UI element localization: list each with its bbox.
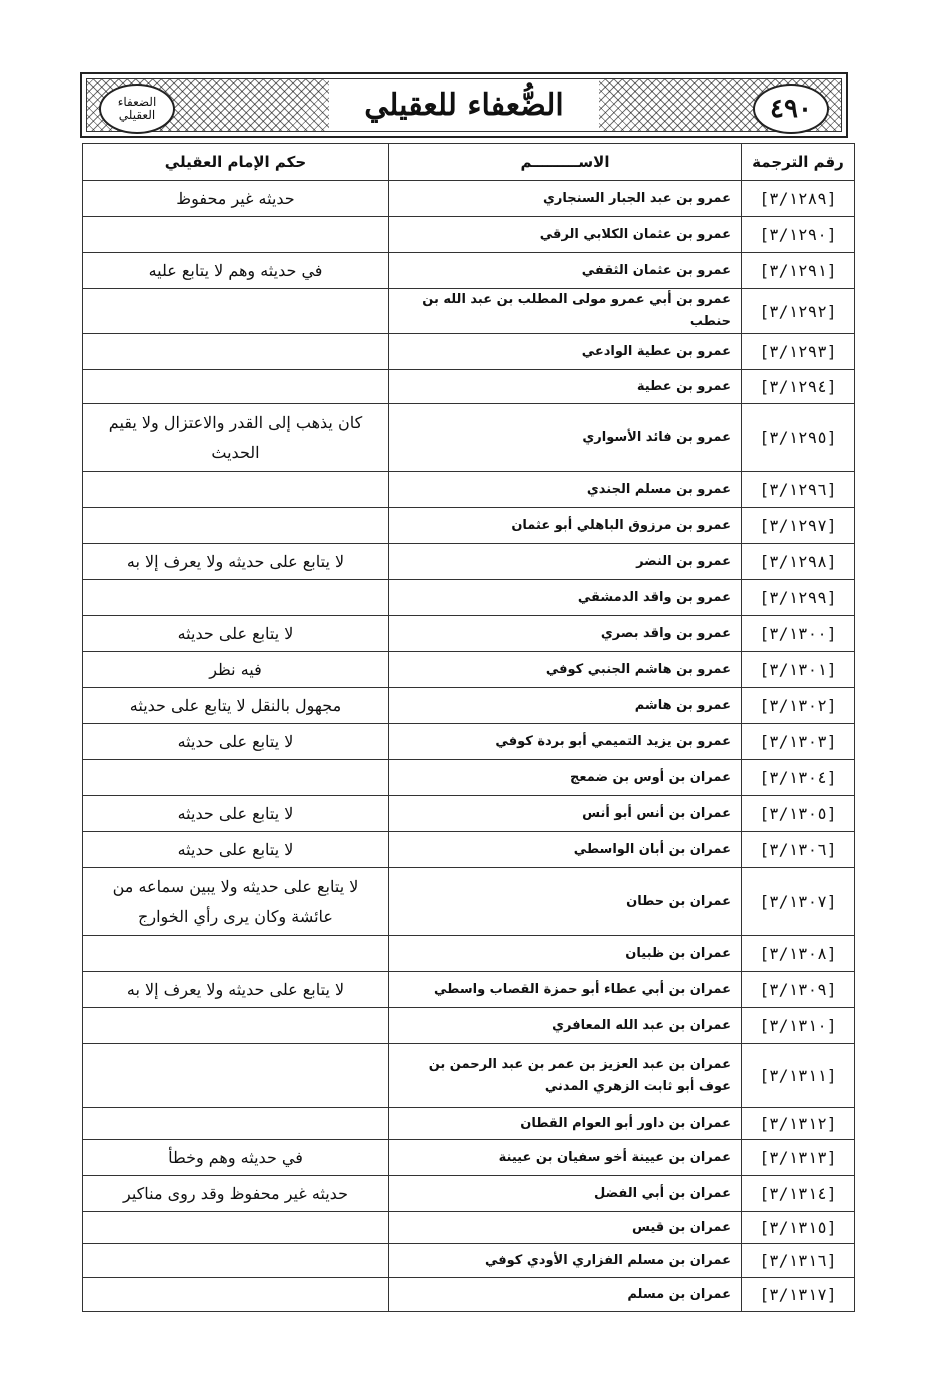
narrator-name: عمرو بن عطية الوادعي — [389, 334, 742, 370]
narrator-name: عمرو بن النضر — [389, 544, 742, 580]
narrator-name: عمرو بن مسلم الجندي — [389, 472, 742, 508]
narrator-name: عمرو بن عثمان الكلابي الرقي — [389, 217, 742, 253]
aqili-ruling: فيه نظر — [83, 652, 389, 688]
aqili-ruling: لا يتابع على حديثه ولا يعرف إلا به — [83, 544, 389, 580]
aqili-ruling: لا يتابع على حديثه — [83, 832, 389, 868]
aqili-ruling: لا يتابع على حديثه — [83, 724, 389, 760]
table-row — [83, 1008, 855, 1044]
table-row — [83, 972, 855, 1008]
table-row — [83, 181, 855, 217]
narrator-name: عمران بن مسلم الفزاري الأودي كوفي — [389, 1244, 742, 1278]
narrator-name: عمرو بن واقد بصري — [389, 616, 742, 652]
entry-number: [٣/١٣٠١] — [742, 652, 855, 688]
entry-number: [٣/١٣١٧] — [742, 1278, 855, 1312]
entry-number: [٣/١٣١٠] — [742, 1008, 855, 1044]
narrator-name: عمران بن أبي الفضل — [389, 1176, 742, 1212]
aqili-ruling — [83, 472, 389, 508]
table-row — [83, 1212, 855, 1244]
entry-number: [٣/١٣٠٩] — [742, 972, 855, 1008]
table-row — [83, 868, 855, 936]
table-row — [83, 217, 855, 253]
narrator-name: عمرو بن هاشم الجنبي كوفي — [389, 652, 742, 688]
table-row — [83, 796, 855, 832]
entry-number: [٣/١٣١٢] — [742, 1108, 855, 1140]
table-row — [83, 936, 855, 972]
entry-number: [٣/١٣١١] — [742, 1044, 855, 1108]
entry-number: [٣/١٣٠٣] — [742, 724, 855, 760]
narrator-name: عمرو بن واقد الدمشقي — [389, 580, 742, 616]
table-row — [83, 724, 855, 760]
entry-number: [٣/١٢٩٤] — [742, 370, 855, 404]
page-header — [80, 72, 848, 138]
title-cartouche — [329, 79, 599, 131]
narrator-name: عمران بن أوس بن ضمعج — [389, 760, 742, 796]
aqili-ruling — [83, 1212, 389, 1244]
table-row — [83, 508, 855, 544]
aqili-ruling — [83, 760, 389, 796]
table-row — [83, 370, 855, 404]
aqili-ruling: في حديثه وهم لا يتابع عليه — [83, 253, 389, 289]
entry-number: [٣/١٣١٤] — [742, 1176, 855, 1212]
narrator-name: عمران بن عيينة أخو سفيان بن عيينة — [389, 1140, 742, 1176]
entry-number: [٣/١٣٠٥] — [742, 796, 855, 832]
entry-number: [٣/١٢٩٧] — [742, 508, 855, 544]
table-row — [83, 652, 855, 688]
table-row — [83, 1044, 855, 1108]
table-row — [83, 334, 855, 370]
table-row — [83, 832, 855, 868]
aqili-ruling: في حديثه وهم وخطأ — [83, 1140, 389, 1176]
entry-number: [٣/١٣٠٢] — [742, 688, 855, 724]
entry-number: [٣/١٣١٥] — [742, 1212, 855, 1244]
narrator-name: عمرو بن عبد الجبار السنجاري — [389, 181, 742, 217]
aqili-ruling: لا يتابع على حديثه ولا يعرف إلا به — [83, 972, 389, 1008]
book-title: الضُّعفاء للعقيلي — [364, 87, 564, 123]
column-header-ruling: حكم الإمام العقيلي — [83, 144, 389, 181]
aqili-ruling — [83, 580, 389, 616]
page-number: ٤٩٠ — [770, 94, 812, 124]
table-row — [83, 472, 855, 508]
aqili-ruling — [83, 289, 389, 334]
aqili-ruling: لا يتابع على حديثه ولا يبين سماعه من عائشة وكان يرى رأي الخوارج — [83, 868, 389, 936]
ornament-pattern-left — [87, 79, 329, 131]
narrator-name: عمران بن أبي عطاء أبو حمزة القصاب واسطي — [389, 972, 742, 1008]
entry-number: [٣/١٢٩٨] — [742, 544, 855, 580]
narrator-name: عمرو بن عطية — [389, 370, 742, 404]
entry-number: [٣/١٢٩٩] — [742, 580, 855, 616]
entry-number: [٣/١٢٩٠] — [742, 217, 855, 253]
narrator-name: عمران بن ظبيان — [389, 936, 742, 972]
table-row — [83, 253, 855, 289]
entry-number: [٣/١٣١٦] — [742, 1244, 855, 1278]
aqili-ruling — [83, 1278, 389, 1312]
narrator-name: عمرو بن فائد الأسواري — [389, 404, 742, 472]
table-row — [83, 1278, 855, 1312]
narrator-name: عمران بن عبد العزيز بن عمر بن عبد الرحمن بن عوف أبو ثابت الزهري المدني — [389, 1044, 742, 1108]
entry-number: [٣/١٣٠٧] — [742, 868, 855, 936]
aqili-ruling: مجهول بالنقل لا يتابع على حديثه — [83, 688, 389, 724]
table-row — [83, 1108, 855, 1140]
table-row — [83, 688, 855, 724]
entry-number: [٣/١٢٩١] — [742, 253, 855, 289]
narrator-name: عمرو بن مرزوق الباهلي أبو عثمان — [389, 508, 742, 544]
entry-number: [٣/١٣٠٨] — [742, 936, 855, 972]
aqili-ruling: لا يتابع على حديثه — [83, 616, 389, 652]
table-row — [83, 1140, 855, 1176]
ornament-pattern-right — [599, 79, 841, 131]
aqili-ruling — [83, 1108, 389, 1140]
table-row — [83, 616, 855, 652]
entry-number: [٣/١٣٠٤] — [742, 760, 855, 796]
page-number-medallion — [753, 84, 829, 134]
table-row — [83, 760, 855, 796]
aqili-ruling — [83, 334, 389, 370]
aqili-ruling — [83, 217, 389, 253]
table-row — [83, 404, 855, 472]
aqili-ruling — [83, 1008, 389, 1044]
narrator-name: عمران بن أنس أبو أنس — [389, 796, 742, 832]
table-row — [83, 1176, 855, 1212]
narrator-name: عمران بن أبان الواسطي — [389, 832, 742, 868]
aqili-ruling — [83, 1044, 389, 1108]
aqili-ruling: حديثه غير محفوظ وقد روى مناكير — [83, 1176, 389, 1212]
narrator-name: عمران بن عبد الله المعافري — [389, 1008, 742, 1044]
narrator-name: عمرو بن يزيد التميمي أبو بردة كوفي — [389, 724, 742, 760]
narrator-name: عمران بن مسلم — [389, 1278, 742, 1312]
aqili-ruling — [83, 370, 389, 404]
table-row — [83, 289, 855, 334]
entry-number: [٣/١٢٩٢] — [742, 289, 855, 334]
entry-number: [٣/١٢٨٩] — [742, 181, 855, 217]
aqili-ruling — [83, 508, 389, 544]
entry-number: [٣/١٣٠٠] — [742, 616, 855, 652]
header-frame — [86, 78, 842, 132]
table-row — [83, 544, 855, 580]
aqili-ruling: كان يذهب إلى القدر والاعتزال ولا يقيم الحديث — [83, 404, 389, 472]
entry-number: [٣/١٢٩٥] — [742, 404, 855, 472]
aqili-ruling: لا يتابع على حديثه — [83, 796, 389, 832]
entry-number: [٣/١٢٩٦] — [742, 472, 855, 508]
narrator-name: عمرو بن عثمان الثقفي — [389, 253, 742, 289]
table-row — [83, 1244, 855, 1278]
seal-medallion — [99, 84, 175, 134]
table-header-row — [83, 144, 855, 181]
narrator-name: عمران بن قيس — [389, 1212, 742, 1244]
aqili-ruling — [83, 936, 389, 972]
narrator-name: عمرو بن هاشم — [389, 688, 742, 724]
aqili-ruling: حديثه غير محفوظ — [83, 181, 389, 217]
seal-text: الضعفاء العقيلي — [117, 95, 157, 122]
column-header-name: الاســـــــــم — [389, 144, 742, 181]
column-header-number: رقم الترجمة — [742, 144, 855, 181]
aqili-ruling — [83, 1244, 389, 1278]
narrator-name: عمران بن حطان — [389, 868, 742, 936]
entry-number: [٣/١٣١٣] — [742, 1140, 855, 1176]
narrators-table — [82, 143, 855, 1312]
entry-number: [٣/١٣٠٦] — [742, 832, 855, 868]
narrator-name: عمران بن داور أبو العوام القطان — [389, 1108, 742, 1140]
entry-number: [٣/١٢٩٣] — [742, 334, 855, 370]
table-row — [83, 580, 855, 616]
narrator-name: عمرو بن أبي عمرو مولى المطلب بن عبد الله بن حنطب — [389, 289, 742, 334]
